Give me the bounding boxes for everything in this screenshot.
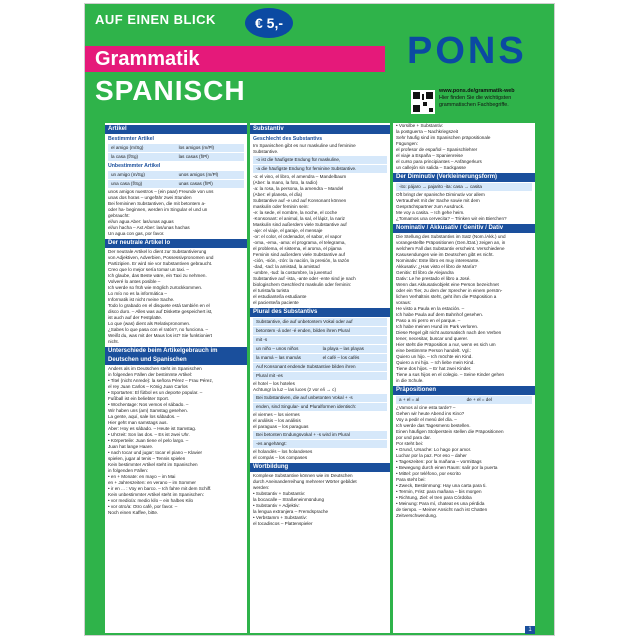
text-line: • Grund, Ursache: Lo hago por amor. — [396, 447, 472, 452]
text-line: Todo lo grabado en el disquete está también en el — [108, 303, 210, 308]
section-header: Der Diminutiv (Verkleinerungsform) — [393, 173, 535, 182]
text-line: disco duro. – Alles was auf Diskette gespeichert ist, — [108, 309, 213, 314]
text-line: -oma, -ema, -ama: el programa, el telegrama, — [253, 240, 346, 245]
language-title: SPANISCH — [95, 75, 246, 106]
text-line: • vor medio/a: medio kilo – ein halbes Kilo — [108, 498, 194, 503]
text-line: oder ein Tier, zu dem der Sprecher in einem persön- — [396, 288, 503, 293]
text-line: Der neutrale Artikel lo dient zur Substantivierung — [108, 249, 207, 254]
example-cell: de + el = del — [466, 397, 492, 402]
text-line: Zeitverschwendung. — [396, 513, 438, 518]
section-header: Der neutrale Artikel lo — [105, 239, 247, 248]
text-line: Vertrautheit mit der Sache sowie mit dem — [396, 198, 480, 203]
text-line: • Vorsilbe + Substantiv: — [396, 123, 444, 128]
text-line: biologischem Geschlecht maskulin oder feminin: — [253, 282, 352, 287]
text-line: Substantive auf -e und auf Konsonant können — [253, 198, 347, 203]
text-line: Lo mío no es la informática – — [108, 291, 167, 296]
example-row — [108, 171, 244, 179]
text-line: Gesprächspartner zum Ausdruck. — [396, 204, 465, 209]
text-line: Luchar por la paz. Por eso – daher — [396, 453, 467, 458]
text-line: Substantive. — [253, 149, 279, 154]
highlight-rule: -es angehängt: — [253, 440, 387, 448]
text-line: Feminin sind außerdem viele Substantive auf — [253, 252, 345, 257]
example-cell: la casa (f/Sg) — [111, 154, 139, 159]
text-line: Dativ: Le he prestado el libro a José. — [396, 276, 471, 281]
example-row — [253, 354, 387, 362]
text-line: Informatik ist nicht meine Sache. — [108, 297, 175, 302]
page-number: 1 — [525, 626, 535, 634]
text-line: ¿Tomamos una cervecita? – Trinken wir ein Bierchen? — [396, 216, 507, 221]
text-line: Genitiv: El libro de Alejandra — [396, 270, 454, 275]
text-line: • Richtung, Ziel: el tren para Córdoba — [396, 495, 472, 500]
highlight-rule: -ito: pájaro → pajarito -ita: casa → casita — [396, 183, 532, 191]
example-cell: una casa (f/Sg) — [111, 181, 143, 186]
example-cell: el amigo (m/Sg) — [111, 145, 144, 150]
example-cell: unos amigos (m/Pl) — [178, 172, 219, 177]
text-line: • Wochentage: Nos vemos el sábado. – — [108, 402, 189, 407]
example-cell: la mamá – las mamás — [256, 355, 301, 360]
text-line: el/un hacha – Axt Aber: las/unas hachas — [108, 225, 190, 230]
text-line: • Tageszeiten: por la mañana – vormittags — [396, 459, 482, 464]
text-line: Ich glaube, das Beste wäre, ein Taxi zu nehmen. — [108, 273, 207, 278]
text-line: Fußball ist ein beliebter Sport. — [108, 396, 170, 401]
example-row — [253, 345, 387, 353]
text-line: Die Stellung des Substantivs im Satz (Nom./Akk.) und — [396, 234, 506, 239]
text-line: Hier steht die Präposition a nur, wenn es sich um — [396, 342, 496, 347]
example-cell: las casas (f/Pl) — [178, 154, 209, 159]
text-line: Einen häufigen Stolperstein stellen die Präpositionen — [396, 429, 504, 434]
example-cell: el café – los cafés — [322, 355, 360, 360]
text-line: Fügungen: — [396, 141, 418, 146]
subsection-header: Geschlecht des Substantivs — [253, 136, 323, 142]
text-line: Sehr häufig sind im Spanischen präpositionale — [396, 135, 491, 140]
text-line: Gehen wir heute Abend ins Kino? — [396, 411, 465, 416]
section-header: Präpositionen — [393, 386, 535, 395]
text-line: lichen Verhältnis steht, geht ihm die Präposition a — [396, 294, 497, 299]
text-line: • en + Monate: en mayo – im Mai — [108, 474, 176, 479]
text-line: unos amigos nuestros – (ein paar) Freunde von uns — [108, 189, 214, 194]
text-line: -aje: el viaje, el garaje, el mensaje — [253, 228, 323, 233]
text-line: oder ha- beginnen, werden im Singular el und un — [108, 207, 208, 212]
web-hint-text: Hier finden Sie die wichtigsten grammatischen Fachbegriffe. — [439, 95, 512, 108]
text-line: Kein bestimmter Artikel steht im Spanischen — [108, 462, 198, 467]
text-line: nicht. — [108, 339, 119, 344]
text-line: -or: el color, el ordenador, el sabor, el vapor — [253, 234, 342, 239]
highlight-rule: Auf Konsonant endende Substantive bilden ihren — [253, 363, 387, 371]
example-cell: unas casas (f/Pl) — [178, 181, 213, 186]
text-line: voraus: — [396, 300, 412, 305]
text-line: • Verbstamm + Substantiv: — [253, 515, 308, 520]
text-line: • Uhrzeit: Son las dos. – Es ist zwei Uhr. — [108, 432, 190, 437]
text-line: Diese Regel gilt nicht automatisch nach den Verben — [396, 330, 502, 335]
example-cell: los amigos (m/Pl) — [178, 145, 215, 150]
text-line: el turista/la turista — [253, 288, 289, 293]
text-line: el/un agua Aber: las/unas aguas — [108, 219, 174, 224]
text-line: Me voy a casita. – Ich gehe heim. — [396, 210, 465, 215]
text-line: Voy a pedir el menú del día. – — [396, 417, 457, 422]
section-header: Plural des Substantivs — [250, 308, 390, 317]
text-line: Anders als im Deutschen steht im Spanischen — [108, 366, 202, 371]
text-line: Kein unbestimmter Artikel steht im Spanischen: — [108, 492, 205, 497]
text-line: -a: la rosa, la persona, la amendra – Mandel — [253, 186, 344, 191]
section-header: Nominativ / Akkusativ / Genitiv / Dativ — [393, 224, 535, 233]
highlight-rule: Bei Substantiven, die auf unbetonten Vokal + -s — [253, 394, 387, 402]
section-header: Unterschiede beim Artikelgebrauch im Deutschen und Spanischen — [105, 347, 247, 365]
text-line: • Sportarten: El fútbol es un deporte popular. – — [108, 390, 203, 395]
text-line: Ich habe meinen Hund im Park verloren. — [396, 324, 479, 329]
section-header: Wortbildung — [250, 463, 390, 472]
text-line: • Termin, Frist: para mañana – bis morgen — [396, 489, 482, 494]
text-line: werden: — [253, 485, 270, 490]
text-line: por und para dar. — [396, 435, 431, 440]
text-line: -ción, -sión, -zón: la nación, la presión, la razón — [253, 258, 350, 263]
highlight-rule: betontem -á oder -é enden, bilden ihren Plural — [253, 327, 387, 335]
text-line: gebraucht: — [108, 213, 130, 218]
text-line: Im Spanischen gibt es nur maskuline und feminine — [253, 143, 356, 148]
text-line: Juan hat lange Haare. — [108, 444, 154, 449]
text-line: el paraguas – los paraguas — [253, 424, 309, 429]
text-line: Lo que (was) dient als Relativpronomen. — [108, 321, 191, 326]
text-line: en + Jahreszeiten: en verano – im Sommer — [108, 480, 196, 485]
column-3 — [393, 123, 535, 633]
text-line: la lengua extranjera – Fremdsprache — [253, 509, 329, 514]
text-line: Partizipien. Er wird nie vor Substantiven gebraucht. — [108, 261, 213, 266]
text-line: -umbre, -tud: la costumbre, la juventud — [253, 270, 332, 275]
text-line: • Körperteile: Juan tiene el pelo largo. – — [108, 438, 189, 443]
text-line: el estudiante/la estudiante — [253, 294, 307, 299]
text-line: Komplexe Substantive können wie im Deutschen — [253, 473, 353, 478]
example-cell: un niño – unos niños — [256, 346, 299, 351]
text-line: He visto a Paula en la estación. – — [396, 306, 465, 311]
text-line: spielen, jugar al tenis – Tennis spielen — [108, 456, 186, 461]
text-line: • Substantiv + Adjektiv: — [253, 503, 300, 508]
text-line: Creo que lo mejor sería tomar un taxi. – — [108, 267, 189, 272]
text-line: ist auch auf der Festplatte. — [108, 315, 163, 320]
text-line: -dad, -tad: la amistad, la amistad — [253, 264, 320, 269]
text-line: • ir en ... : Voy en barco. – Ich fahre mit dem Schiff. — [108, 486, 212, 491]
web-hint — [439, 88, 549, 109]
text-line: Aber: Hoy es sábado. – Heute ist Samstag. — [108, 426, 197, 431]
text-line: Tiene dos hijos. – Er hat zwei Kinder. — [396, 366, 472, 371]
web-url[interactable]: www.pons.de/grammatik-web — [439, 88, 515, 94]
text-line: el paciente/la paciente — [253, 300, 299, 305]
text-line: eine bestimmte Person handelt. Vgl.: — [396, 348, 472, 353]
text-line: maskulin oder feminin sein: — [253, 204, 309, 209]
text-line: • Bewegung durch einen Raum: salir por la puerta — [396, 465, 498, 470]
column-1 — [105, 123, 247, 633]
text-line: Hier geht man samstags aus. — [108, 420, 168, 425]
example-cell: la playa – las playas — [322, 346, 364, 351]
text-line: vorangestellte Präpositionen (Gen./Dat.) zeigen an, in — [396, 240, 506, 245]
text-line: Ich werde so früh wie möglich zurückkommen. — [108, 285, 203, 290]
text-line: Quiero un hijo. – Ich möchte ein Kind. — [396, 354, 473, 359]
example-row — [108, 180, 244, 188]
text-line: • Zweck, Bestimmung: Hay una carta para ti. — [396, 483, 487, 488]
highlight-rule: mit -s — [253, 336, 387, 344]
text-line: el análisis – los análisis — [253, 418, 301, 423]
text-line: de tiempo. – Meiner Ansicht nach ist Chatten — [396, 507, 488, 512]
column-2 — [250, 123, 390, 633]
text-line: Nominativ: Este libro es muy interesante. — [396, 258, 480, 263]
text-line: in folgenden Fällen: — [108, 468, 149, 473]
text-line: Akkusativ: ¿Has visto el libro de María? — [396, 264, 477, 269]
text-line: la postguerra – Nachkriegszeit — [396, 129, 459, 134]
highlight-rule: enden, sind Singular- und Pluralformen identisch: — [253, 403, 387, 411]
text-line: Wenn das Akkusativobjekt eine Person bezeichnet — [396, 282, 499, 287]
text-line: -e: la sede, el nombre, la noche, el coche — [253, 210, 338, 215]
text-line: el holandés – los holandeses — [253, 449, 313, 454]
text-line: Ich werde das Tagesmenü bestellen. — [396, 423, 471, 428]
text-line: (Aber: la mano, la foto, la radio) — [253, 180, 318, 185]
book-cover — [85, 4, 554, 635]
highlight-rule: Bei betonten Endungsvokal + -s wird im Plural — [253, 431, 387, 439]
text-line: el rey Juan Carlos – König Juan Carlos — [108, 384, 188, 389]
text-line: la bocacalle – Straßeneinmündung — [253, 497, 324, 502]
text-line: el problema, el sistema, el aroma, el pijama — [253, 246, 342, 251]
text-line: Bei femininen Substantiven, die mit betontem a- — [108, 201, 206, 206]
text-line: el viaje a España – Spanienreise — [396, 153, 463, 158]
pons-logo: PONS — [407, 30, 527, 72]
subsection-header: Bestimmter Artikel — [108, 136, 154, 142]
text-line: -o: el vino, el libro, el amendra – Mandelbaum — [253, 174, 347, 179]
text-line: Ich habe Paula auf dem Bahnhof gesehen. — [396, 312, 484, 317]
text-line: tener, necesitar, buscar und querer. — [396, 336, 469, 341]
text-line: • Substantiv + Substantiv: — [253, 491, 306, 496]
text-line: el tocadiscos – Plattenspieler — [253, 521, 313, 526]
qr-code-icon — [411, 90, 435, 114]
price-badge: € 5,- — [245, 8, 293, 38]
text-line: Wir haben uns (am) Samstag gesehen. — [108, 408, 188, 413]
text-line: el profesor de español – Spanischlehrer — [396, 147, 478, 152]
text-line: Weißt du, was mit der Maus los ist? Sie funktioniert — [108, 333, 213, 338]
section-header: Artikel — [105, 125, 247, 134]
text-line: welchem Fall das Substantiv erscheint. Verschiedene — [396, 246, 505, 251]
text-line: von Adjektiven, Adverbien, Possessivpronomen und — [108, 255, 214, 260]
text-line: -Konsonant: el animal, la sal, el lápiz, la nariz — [253, 216, 345, 221]
text-line: un callejón sin salida – Sackgasse — [396, 165, 466, 170]
text-line: Kasusendungen wie im Deutschen gibt es nicht. — [396, 252, 494, 257]
example-cell: a + el = al — [399, 397, 420, 402]
text-line: Por steht bei: — [396, 441, 424, 446]
text-line: el hotel – los hoteles — [253, 381, 295, 386]
text-line: Substantive auf -ista, -ante oder -ente sind je nach — [253, 276, 356, 281]
text-line: Maskulin sind außerdem viele Substantive auf — [253, 222, 347, 227]
text-line: Un agua con gas, por favor. — [108, 231, 165, 236]
subject-bar: Grammatik — [85, 46, 385, 72]
text-line: La gente, aquí, sale los sábados. – — [108, 414, 180, 419]
text-line: • vor otro/a: Otro café, por favor. – — [108, 504, 178, 509]
text-line: • Titel (nicht Anrede): la señora Pérez – Frau Pérez, — [108, 378, 214, 383]
text-line: Noch einen Kaffee, bitte. — [108, 510, 159, 515]
highlight-rule: Plural mit -es — [253, 372, 387, 380]
text-line: ¿Sabes lo que pasa con el ratón?, no funciona. – — [108, 327, 209, 332]
text-line: Oft bringt der spanische Diminutiv vor allem — [396, 192, 485, 197]
text-line: (Aber: el planeta, el día) — [253, 192, 303, 197]
highlight-rule: -a die häufigste Endung für feminine Substantive. — [253, 165, 387, 173]
example-row — [108, 153, 244, 161]
text-line: Para steht bei: — [396, 477, 426, 482]
text-line: in die Schule. — [396, 378, 424, 383]
text-line: • Mittel: por teléfono, por escrito — [396, 471, 461, 476]
text-line: Achtung! la luz – las luces (z vor e/i → c) — [253, 387, 336, 392]
section-header: Substantiv — [250, 125, 390, 134]
highlight-rule: Substantive, die auf unbetontem Vokal oder auf — [253, 318, 387, 326]
example-cell: un amigo (m/Sg) — [111, 172, 145, 177]
cover-kicker: AUF EINEN BLICK — [95, 12, 216, 27]
text-line: Tiene a sus hijos en el colegio. – Seine Kinder gehen — [396, 372, 505, 377]
text-line: unas dos horas – ungefähr zwei Stunden — [108, 195, 192, 200]
text-line: Volveré lo antes posible – — [108, 279, 161, 284]
text-line: Paso a mi perro en el parque. – — [396, 318, 461, 323]
text-line: el curso para principiantes – Anfängerkurs — [396, 159, 482, 164]
example-row — [108, 144, 244, 152]
text-line: in folgenden Fällen der bestimmte Artikel: — [108, 372, 193, 377]
text-line: Quiero a mi hijo. – Ich liebe mein Kind. — [396, 360, 475, 365]
subsection-header: Unbestimmter Artikel — [108, 163, 161, 169]
text-line: el viernes – los viernes — [253, 412, 300, 417]
text-line: durch Aneinanderreihung mehrerer Wörter gebildet — [253, 479, 357, 484]
text-line: el compás – los compases — [253, 455, 308, 460]
text-line: • Meinung: Para mí, chateat es una pérdida — [396, 501, 485, 506]
text-line: • nach tocar und jugar: tocar el piano – Klavier — [108, 450, 203, 455]
example-row — [396, 396, 532, 404]
text-line: ¿Vamos al cine esta tarde? – — [396, 405, 456, 410]
highlight-rule: -o ist die häufigste Endung für maskuline, — [253, 156, 387, 164]
